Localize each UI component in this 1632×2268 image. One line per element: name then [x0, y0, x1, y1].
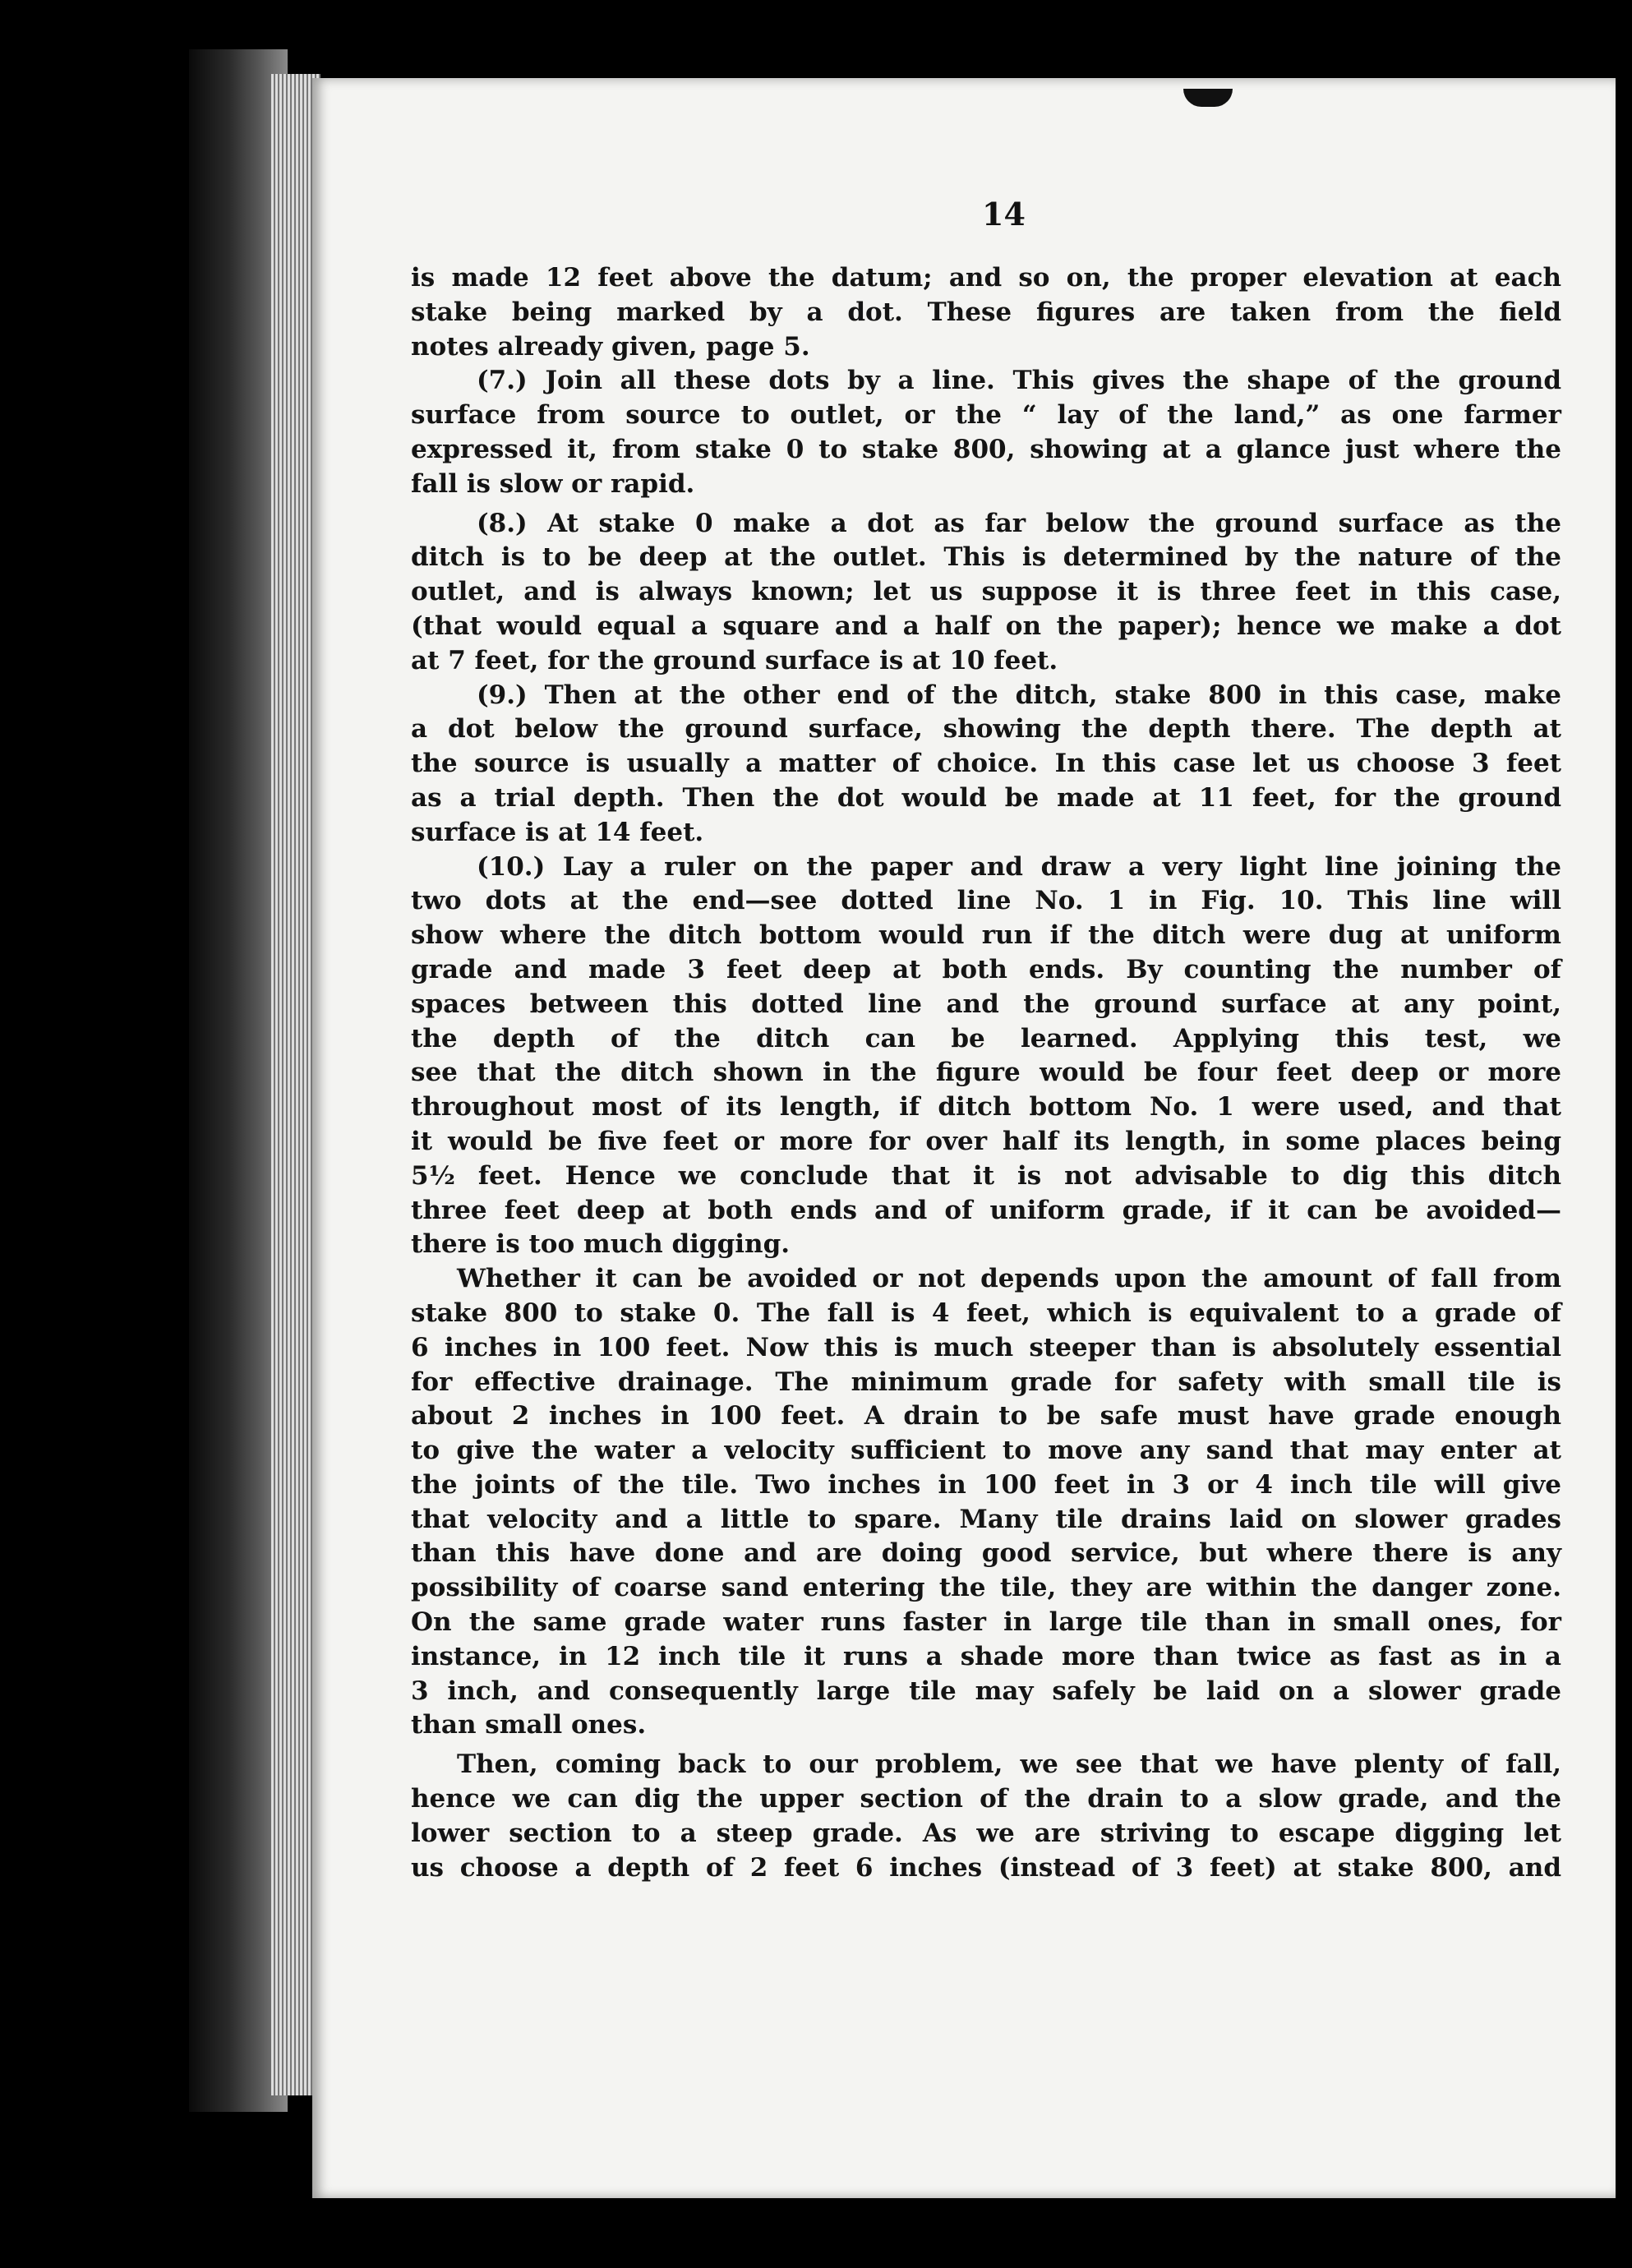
- text-line: stake 800 to stake 0. The fall is 4 feet, which is equivalent to a grade of: [411, 1298, 1561, 1328]
- text-line: outlet, and is always known; let us suppose it is three feet in this case,: [411, 577, 1561, 607]
- text-line: for effective drainage. The minimum grade for safety with small tile is: [411, 1367, 1561, 1397]
- text-line: (9.) Then at the other end of the ditch, stake 800 in this case, make: [477, 680, 1561, 710]
- text-line: (that would equal a square and a half on the paper); hence we make a dot: [411, 611, 1561, 641]
- text-line: expressed it, from stake 0 to stake 800, showing at a glance just where the: [411, 434, 1561, 464]
- text-line: the joints of the tile. Two inches in 100 feet in 3 or 4 inch tile will give: [411, 1469, 1561, 1500]
- text-line: lower section to a steep grade. As we are striving to escape digging let: [411, 1818, 1561, 1848]
- text-line: surface is at 14 feet.: [411, 817, 704, 847]
- text-line: Then, coming back to our problem, we see that we have plenty of fall,: [457, 1749, 1561, 1780]
- text-line: (10.) Lay a ruler on the paper and draw a very light line joining the: [477, 851, 1561, 882]
- text-line: to give the water a velocity sufficient to move any sand that may enter at: [411, 1436, 1561, 1466]
- text-line: than small ones.: [411, 1710, 647, 1740]
- text-line: fall is slow or rapid.: [411, 468, 695, 499]
- text-line: the depth of the ditch can be learned. Applying this test, we: [411, 1023, 1561, 1053]
- text-line: 6 inches in 100 feet. Now this is much steeper than is absolutely essential: [411, 1332, 1561, 1362]
- text-line: at 7 feet, for the ground surface is at 10 feet.: [411, 645, 1058, 675]
- text-line: see that the ditch shown in the figure would be four feet deep or more: [411, 1058, 1561, 1088]
- text-line: notes already given, page 5.: [411, 331, 810, 362]
- page-number: 14: [982, 196, 1026, 233]
- text-line: Whether it can be avoided or not depends upon the amount of fall from: [457, 1264, 1561, 1294]
- text-line: the source is usually a matter of choice. In this case let us choose 3 feet: [411, 749, 1561, 779]
- text-line: hence we can dig the upper section of the drain to a slow grade, and the: [411, 1784, 1561, 1814]
- text-line: us choose a depth of 2 feet 6 inches (instead of 3 feet) at stake 800, and: [411, 1852, 1561, 1883]
- text-line: that velocity and a little to spare. Many tile drains laid on slower grades: [411, 1504, 1561, 1534]
- text-line: than this have done and are doing good service, but where there is any: [411, 1538, 1561, 1569]
- text-line: throughout most of its length, if ditch bottom No. 1 were used, and that: [411, 1092, 1561, 1122]
- text-line: possibility of coarse sand entering the tile, they are within the danger zone.: [411, 1573, 1561, 1603]
- text-line: a dot below the ground surface, showing the depth there. The depth at: [411, 714, 1561, 744]
- text-line: two dots at the end—see dotted line No. 1 in Fig. 10. This line will: [411, 886, 1561, 916]
- text-line: (8.) At stake 0 make a dot as far below the ground surface as the: [477, 508, 1561, 538]
- text-line: (7.) Join all these dots by a line. This gives the shape of the ground: [477, 366, 1561, 396]
- text-line: show where the ditch bottom would run if the ditch were dug at uniform: [411, 920, 1561, 951]
- text-line: about 2 inches in 100 feet. A drain to be safe must have grade enough: [411, 1401, 1561, 1431]
- text-line: grade and made 3 feet deep at both ends. By counting the number of: [411, 954, 1561, 984]
- text-line: spaces between this dotted line and the ground surface at any point,: [411, 989, 1561, 1019]
- text-line: there is too much digging.: [411, 1229, 791, 1260]
- text-line: ditch is to be deep at the outlet. This is determined by the nature of the: [411, 542, 1561, 573]
- text-line: as a trial depth. Then the dot would be made at 11 feet, for the ground: [411, 782, 1561, 813]
- body-text: [411, 261, 1561, 1885]
- text-line: it would be five feet or more for over half its length, in some places being: [411, 1126, 1561, 1156]
- text-line: is made 12 feet above the datum; and so on, the proper elevation at each: [411, 263, 1561, 293]
- text-line: instance, in 12 inch tile it runs a shade more than twice as fast as in a: [411, 1641, 1561, 1671]
- text-line: 3 inch, and consequently large tile may safely be laid on a slower grade: [411, 1676, 1561, 1706]
- text-line: stake being marked by a dot. These figures are taken from the field: [411, 297, 1561, 327]
- text-line: On the same grade water runs faster in large tile than in small ones, for: [411, 1607, 1561, 1638]
- text-line: surface from source to outlet, or the “ lay of the land,” as one farmer: [411, 400, 1561, 431]
- text-line: 5½ feet. Hence we conclude that it is not advisable to dig this ditch: [411, 1160, 1561, 1191]
- text-line: three feet deep at both ends and of uniform grade, if it can be avoided—: [411, 1195, 1561, 1225]
